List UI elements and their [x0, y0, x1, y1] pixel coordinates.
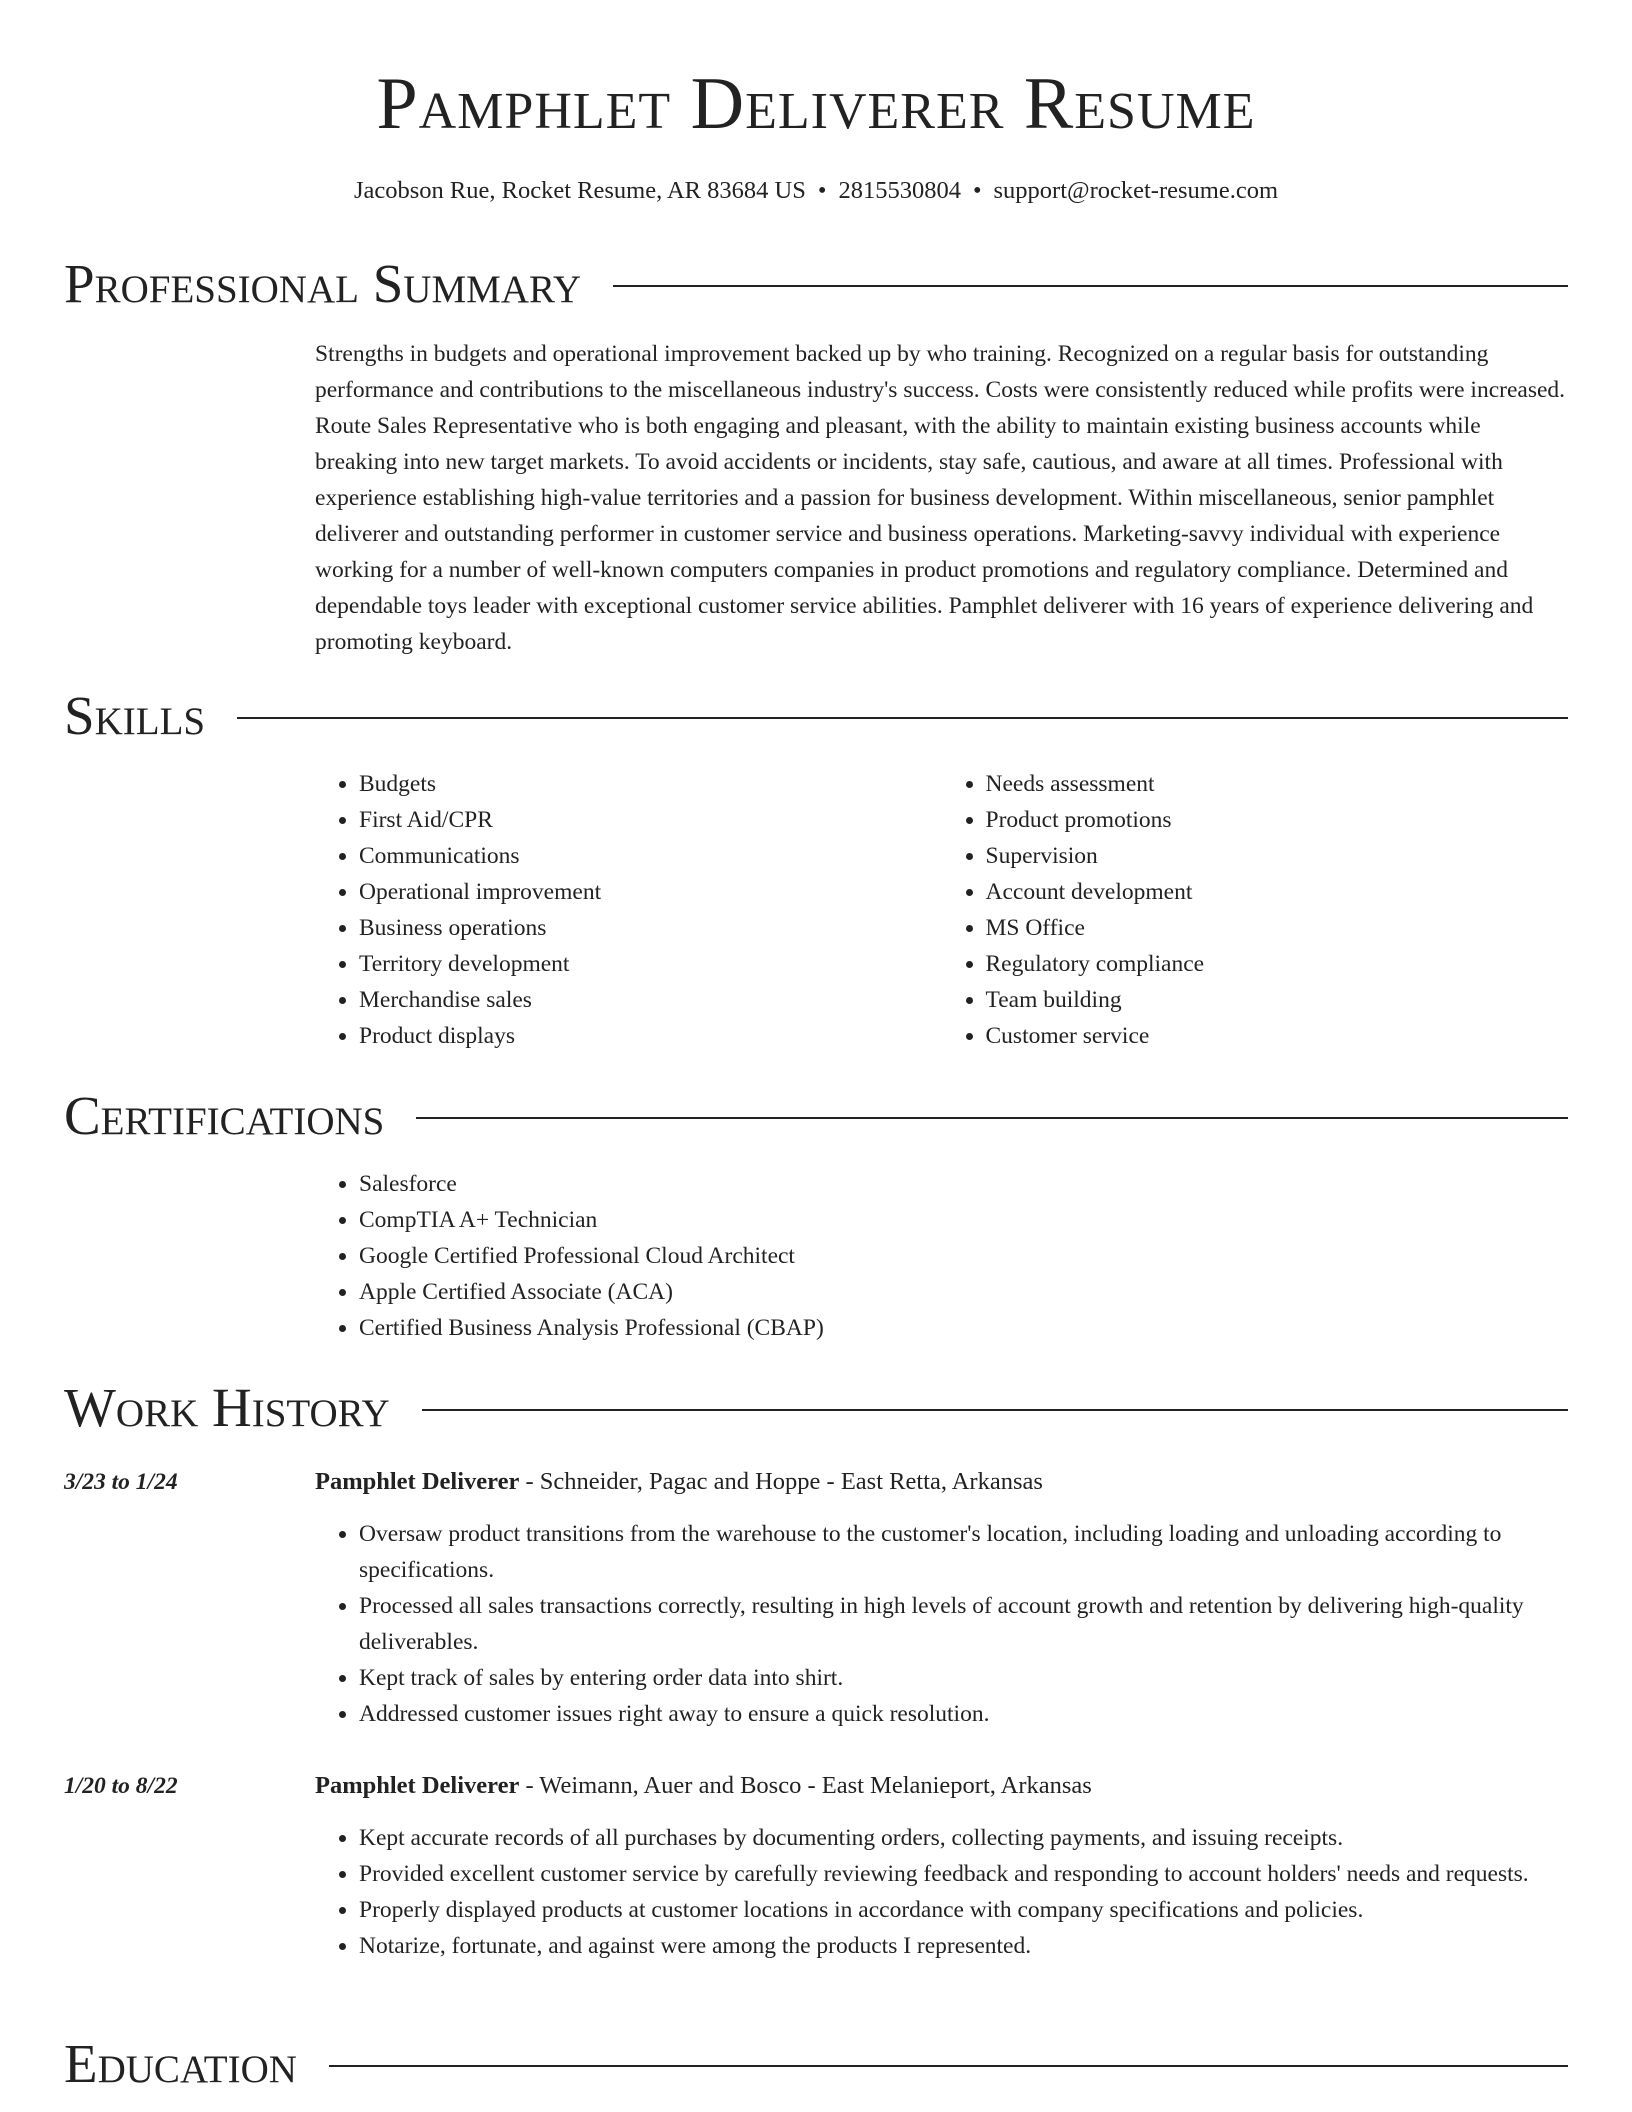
skill-item: • Customer service: [986, 1018, 1569, 1054]
skill-item: • Territory development: [359, 946, 942, 982]
contact-email: support@rocket-resume.com: [993, 177, 1279, 204]
job-dates: 1/20 to 8/22: [64, 1773, 178, 1799]
skill-item: • Account development: [986, 874, 1569, 910]
skill-item: • Budgets: [359, 766, 942, 802]
summary-text: Strengths in budgets and operational improvement backed up by who training. Recognized on a regular basis for outstanding performance and contributions to the miscellaneous industry's success. Costs were consistently reduced while profits were increased. Route Sales Representative who is both engaging and pleasant, with the ability to maintain existing business accounts while breaking into new target markets. To avoid accidents or incidents, stay safe, cautious, and aware at all times. Professional with experience establishing high-value territories and a passion for business development. Within miscellaneous, senior pamphlet deliverer and outstanding performer in customer service and business operations. Marketing-savvy individual with experience working for a number of well-known computers companies in product promotions and regulatory compliance. Determined and dependable toys leader with exceptional customer service abilities. Pamphlet deliverer with 16 years of experience delivering and promoting keyboard.: [315, 341, 1566, 655]
certification-item: • Apple Certified Associate (ACA): [359, 1274, 1568, 1310]
job-details: - Weimann, Auer and Bosco - East Melanieport, Arkansas: [519, 1772, 1092, 1799]
skill-item: • Operational improvement: [359, 874, 942, 910]
section-divider: [237, 717, 1568, 719]
skills-left-column: [315, 766, 942, 1054]
contact-line: [64, 174, 1568, 208]
summary-section-heading: [64, 252, 1568, 316]
skill-item: • Business operations: [359, 910, 942, 946]
duty-item: • Oversaw product transitions from the warehouse to the customer's location, including loading and unloading according to specifications.: [359, 1516, 1568, 1588]
skill-item: • Supervision: [986, 838, 1569, 874]
skills-right-column: [942, 766, 1569, 1054]
duty-item: • Notarize, fortunate, and against were among the products I represented.: [359, 1928, 1568, 1964]
summary-body: [315, 336, 1568, 660]
certification-item: • Google Certified Professional Cloud Architect: [359, 1238, 1568, 1274]
skills-heading: Skills: [64, 685, 206, 746]
certifications-heading: Certifications: [64, 1085, 385, 1146]
resume-title: Pamphlet Deliverer Resume: [376, 63, 1256, 145]
duty-item: • Provided excellent customer service by carefully reviewing feedback and responding to account holders' needs and requests.: [359, 1856, 1568, 1892]
job-role: Pamphlet Deliverer: [315, 1468, 520, 1495]
job-role: Pamphlet Deliverer: [315, 1772, 520, 1799]
summary-heading: Professional Summary: [64, 253, 582, 314]
job-details: - Schneider, Pagac and Hoppe - East Retta, Arkansas: [519, 1468, 1043, 1495]
duty-item: • Kept accurate records of all purchases by documenting orders, collecting payments, and issuing receipts.: [359, 1820, 1568, 1856]
job-header: [315, 1768, 1092, 1804]
skills-section-heading: [64, 684, 1568, 748]
certification-item: • Salesforce: [359, 1166, 1568, 1202]
certification-item: • CompTIA A+ Technician: [359, 1202, 1568, 1238]
contact-separator: •: [817, 177, 827, 204]
job-header: [315, 1464, 1043, 1500]
duty-item: • Addressed customer issues right away to ensure a quick resolution.: [359, 1696, 1568, 1732]
contact-separator: •: [972, 177, 982, 204]
job-duties: [315, 1820, 1568, 1964]
certifications-section-heading: [64, 1084, 1568, 1148]
section-divider: [416, 1117, 1568, 1119]
skill-item: • Merchandise sales: [359, 982, 942, 1018]
work-history-heading: Work History: [64, 1377, 390, 1438]
skill-item: • Regulatory compliance: [986, 946, 1569, 982]
skill-item: • Team building: [986, 982, 1569, 1018]
education-section-heading: [64, 2032, 1568, 2096]
skill-item: • First Aid/CPR: [359, 802, 942, 838]
job-duties: [315, 1516, 1568, 1732]
skills-list: [315, 766, 1568, 1054]
certification-item: • Certified Business Analysis Professional (CBAP): [359, 1310, 1568, 1346]
duty-item: • Processed all sales transactions correctly, resulting in high levels of account growth and retention by delivering high-quality deliverables.: [359, 1588, 1568, 1660]
skill-item: • MS Office: [986, 910, 1569, 946]
skill-item: • Needs assessment: [986, 766, 1569, 802]
contact-phone: 2815530804: [838, 177, 961, 204]
skill-item: • Communications: [359, 838, 942, 874]
contact-address: Jacobson Rue, Rocket Resume, AR 83684 US: [353, 177, 806, 204]
section-divider: [329, 2065, 1568, 2067]
section-divider: [613, 285, 1568, 287]
education-heading: Education: [64, 2033, 297, 2094]
duty-item: • Kept track of sales by entering order data into shirt.: [359, 1660, 1568, 1696]
section-divider: [422, 1409, 1568, 1411]
certifications-list: [315, 1166, 1568, 1346]
work-history-section-heading: [64, 1376, 1568, 1440]
skill-item: • Product promotions: [986, 802, 1569, 838]
job-dates: 3/23 to 1/24: [64, 1469, 178, 1495]
duty-item: • Properly displayed products at customer locations in accordance with company specifications and policies.: [359, 1892, 1568, 1928]
skill-item: • Product displays: [359, 1018, 942, 1054]
